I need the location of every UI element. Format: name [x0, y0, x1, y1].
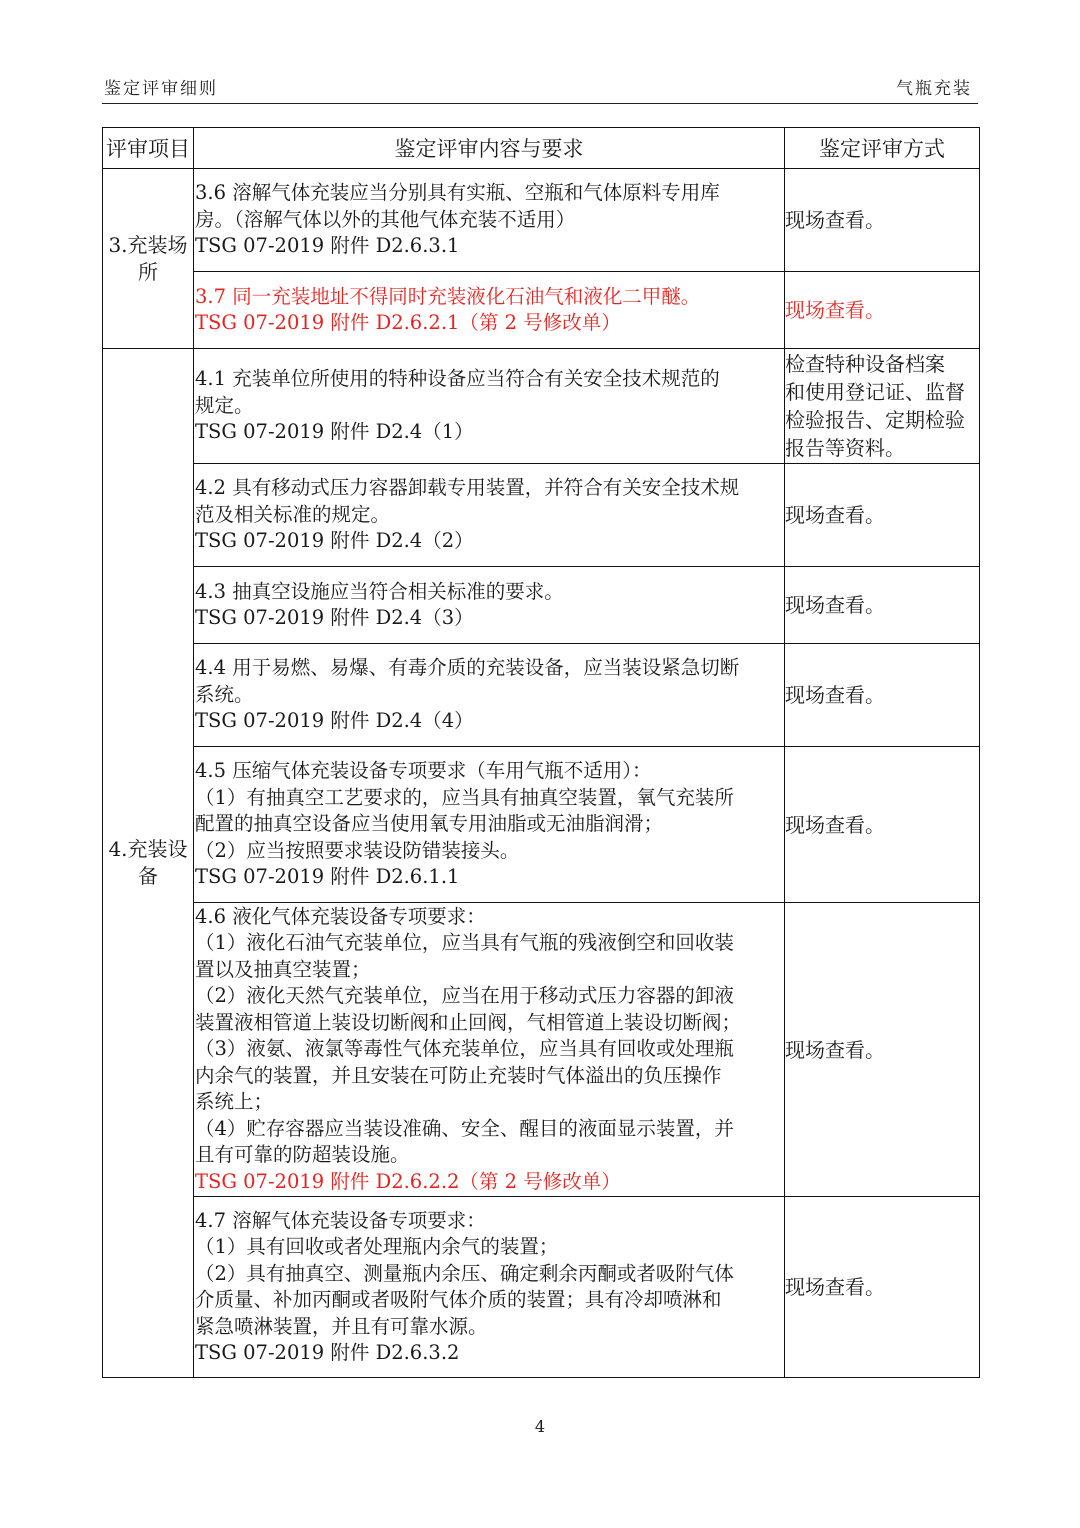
content-cell — [194, 747, 785, 903]
content-line: 3.7 同一充装地址不得同时充装液化石油气和液化二甲醚。 — [195, 284, 701, 308]
content-cell — [194, 567, 785, 644]
content-line: （2）应当按照要求装设防错装接头。 — [195, 838, 520, 862]
table-row — [103, 903, 980, 1197]
content-line: 内余气的装置，并且安装在可防止充装时气体溢出的负压操作 — [195, 1063, 722, 1087]
table-row — [103, 644, 980, 747]
header-left: 鉴定评审细则 — [104, 79, 218, 99]
method-cell — [785, 747, 980, 903]
content-line: 装置液相管道上装设切断阀和止回阀，气相管道上装设切断阀； — [195, 1010, 742, 1034]
table-header-row — [103, 128, 980, 169]
table-row — [103, 169, 980, 272]
method-line: 现场查看。 — [785, 1275, 885, 1299]
content-line: 紧急喷淋装置，并且有可靠水源。 — [195, 1314, 488, 1338]
table-row — [103, 747, 980, 903]
header-content: 鉴定评审内容与要求 — [194, 128, 785, 169]
method-line: 现场查看。 — [785, 298, 885, 322]
content-line: 4.4 用于易燃、易爆、有毒介质的充装设备，应当装设紧急切断 — [195, 656, 740, 680]
content-cell — [194, 169, 785, 272]
header-right: 气瓶充装 — [896, 79, 972, 99]
content-line: 系统。 — [195, 682, 254, 706]
table-row — [103, 1197, 980, 1378]
content-line: 4.5 压缩气体充装设备专项要求（车用气瓶不适用）： — [195, 759, 652, 783]
content-line: TSG 07-2019 附件 D2.4（4） — [195, 709, 474, 733]
content-line: （1）具有回收或者处理瓶内余气的装置； — [195, 1235, 559, 1258]
content-cell — [194, 1197, 785, 1378]
content-line: （2）具有抽真空、测量瓶内余压、确定剩余丙酮或者吸附气体 — [195, 1261, 734, 1285]
content-line: 4.2 具有移动式压力容器卸载专用装置，并符合有关安全技术规 — [195, 476, 740, 500]
method-line: 报告等资料。 — [785, 436, 905, 460]
method-line: 现场查看。 — [785, 503, 885, 527]
table-row — [103, 464, 980, 567]
content-line: 置以及抽真空装置； — [195, 957, 371, 981]
content-line: TSG 07-2019 附件 D2.6.3.1 — [195, 234, 460, 258]
category-cell — [103, 169, 194, 349]
content-line: 介质量、补加丙酮或者吸附气体介质的装置；具有冷却喷淋和 — [195, 1288, 722, 1311]
category-label: 3.充装场所 — [108, 232, 188, 284]
content-line: 4.1 充装单位所使用的特种设备应当符合有关安全技术规范的 — [195, 367, 720, 391]
content-line: 房。（溶解气体以外的其他气体充装不适用） — [195, 207, 576, 231]
table-row — [103, 567, 980, 644]
header-item: 评审项目 — [103, 128, 194, 169]
content-line: （4）贮存容器应当装设准确、安全、醒目的液面显示装置，并 — [195, 1116, 734, 1140]
content-line: （2）液化天然气充装单位，应当在用于移动式压力容器的卸液 — [195, 984, 734, 1008]
method-line: 现场查看。 — [785, 593, 885, 617]
content-line: 4.6 液化气体充装设备专项要求： — [195, 904, 486, 928]
content-line: 4.3 抽真空设施应当符合相关标准的要求。 — [195, 579, 564, 603]
header-method: 鉴定评审方式 — [785, 128, 980, 169]
content-cell — [194, 272, 785, 349]
content-cell — [194, 464, 785, 567]
method-cell — [785, 272, 980, 349]
content-line: （3）液氨、液氯等毒性气体充装单位，应当具有回收或处理瓶 — [195, 1037, 734, 1061]
content-cell — [194, 903, 785, 1197]
content-line: 3.6 溶解气体充装应当分别具有实瓶、空瓶和气体原料专用库 — [195, 181, 720, 205]
content-line: 且有可靠的防超装设施。 — [195, 1143, 410, 1167]
page-number: 4 — [534, 1417, 546, 1436]
method-line: 检验报告、定期检验 — [785, 408, 965, 432]
method-cell — [785, 903, 980, 1197]
content-line: TSG 07-2019 附件 D2.6.1.1 — [195, 865, 460, 889]
content-line: 配置的抽真空设备应当使用氧专用油脂或无油脂润滑； — [195, 812, 664, 836]
content-line: TSG 07-2019 附件 D2.4（2） — [195, 529, 474, 553]
method-line: 和使用登记证、监督 — [785, 380, 965, 404]
content-line: 4.7 溶解气体充装设备专项要求： — [195, 1208, 486, 1232]
content-line: 规定。 — [195, 393, 254, 417]
content-line: 范及相关标准的规定。 — [195, 502, 391, 526]
header-rule — [102, 103, 978, 104]
table-row — [103, 272, 980, 349]
content-cell — [194, 349, 785, 464]
category-label: 4.充装设备 — [108, 837, 188, 888]
content-line: TSG 07-2019 附件 D2.6.2.1（第 2 号修改单） — [195, 311, 621, 334]
content-line: 系统上； — [195, 1090, 274, 1114]
method-line: 现场查看。 — [785, 812, 885, 837]
method-line: 现场查看。 — [785, 208, 885, 232]
method-line: 检查特种设备档案 — [785, 352, 945, 376]
method-cell — [785, 464, 980, 567]
method-cell — [785, 349, 980, 464]
evaluation-table — [102, 127, 980, 1378]
method-cell — [785, 567, 980, 644]
category-cell — [103, 349, 194, 1378]
method-cell — [785, 169, 980, 272]
content-line-amendment: TSG 07-2019 附件 D2.6.2.2（第 2 号修改单） — [195, 1169, 621, 1193]
content-line: （1）有抽真空工艺要求的，应当具有抽真空装置，氧气充装所 — [195, 785, 734, 809]
table-row — [103, 349, 980, 464]
content-line: TSG 07-2019 附件 D2.4（3） — [195, 606, 474, 629]
method-line: 现场查看。 — [785, 683, 885, 707]
content-line: TSG 07-2019 附件 D2.4（1） — [195, 420, 474, 444]
method-cell — [785, 644, 980, 747]
content-line: TSG 07-2019 附件 D2.6.3.2 — [195, 1341, 460, 1364]
method-line: 现场查看。 — [785, 1037, 885, 1062]
method-cell — [785, 1197, 980, 1378]
content-cell — [194, 644, 785, 747]
content-line: （1）液化石油气充装单位，应当具有气瓶的残液倒空和回收装 — [195, 931, 734, 955]
